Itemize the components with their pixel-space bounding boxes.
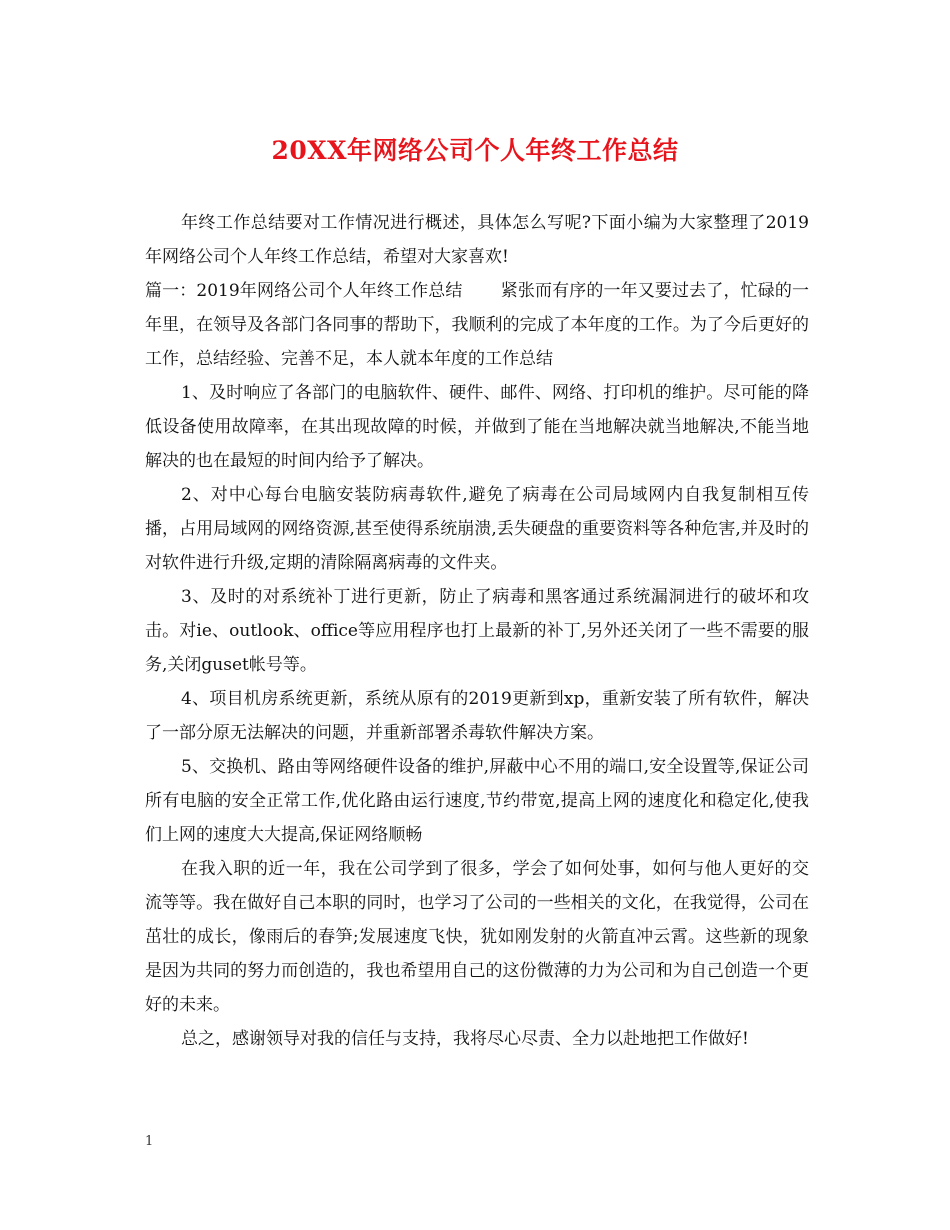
section-lead: 紧张而有序的一年又要过去了，忙碌的一年里，在领导及各部门各同事的帮助下，我顺利的完成了本年度的工作。为了今后更好的工作，总结经验、完善不足，本人就本年度的工作总结 bbox=[145, 281, 809, 369]
section-heading: 篇一：2019年网络公司个人年终工作总结 bbox=[145, 281, 463, 301]
section-paragraph bbox=[145, 274, 809, 376]
intro-paragraph: 年终工作总结要对工作情况进行概述，具体怎么写呢?下面小编为大家整理了2019年网络公司个人年终工作总结，希望对大家喜欢! bbox=[145, 213, 809, 267]
reflection-paragraph: 在我入职的近一年，我在公司学到了很多，学会了如何处事，如何与他人更好的交流等等。我在做好自己本职的同时，也学习了公司的一些相关的文化，在我觉得，公司在茁壮的成长，像雨后的春笋;发展速度飞快，犹如刚发射的火箭直冲云霄。这些新的现象是因为共同的努力而创造的，我也希望用自己的这份微薄的力为公司和为自己创造一个更好的未来。 bbox=[145, 859, 809, 1015]
list-item: 1、及时响应了各部门的电脑软件、硬件、邮件、网络、打印机的维护。尽可能的降低设备使用故障率，在其出现故障的时候，并做到了能在当地解决就当地解决,不能当地解决的也在最短的时间内给予了解决。 bbox=[145, 383, 809, 471]
closing-paragraph: 总之，感谢领导对我的信任与支持，我将尽心尽责、全力以赴地把工作做好! bbox=[181, 1029, 749, 1049]
list-item: 5、交换机、路由等网络硬件设备的维护,屏蔽中心不用的端口,安全设置等,保证公司所有电脑的安全正常工作,优化路由运行速度,节约带宽,提高上网的速度化和稳定化,使我们上网的速度大大提高,保证网络顺畅 bbox=[145, 757, 809, 845]
document-title: 20XX年网络公司个人年终工作总结 bbox=[271, 136, 679, 165]
list-item: 3、及时的对系统补丁进行更新，防止了病毒和黑客通过系统漏洞进行的破坏和攻击。对ie、outlook、office等应用程序也打上最新的补丁,另外还关闭了一些不需要的服务,关闭guset帐号等。 bbox=[145, 587, 809, 675]
list-item: 4、项目机房系统更新，系统从原有的2019更新到xp，重新安装了所有软件，解决了一部分原无法解决的问题，并重新部署杀毒软件解决方案。 bbox=[145, 689, 809, 743]
page-number: 1 bbox=[145, 1134, 154, 1149]
list-item: 2、对中心每台电脑安装防病毒软件,避免了病毒在公司局域网内自我复制相互传播，占用局域网的网络资源,甚至使得系统崩溃,丢失硬盘的重要资料等各种危害,并及时的对软件进行升级,定期的清除隔离病毒的文件夹。 bbox=[145, 485, 809, 573]
document-body bbox=[145, 206, 809, 1056]
